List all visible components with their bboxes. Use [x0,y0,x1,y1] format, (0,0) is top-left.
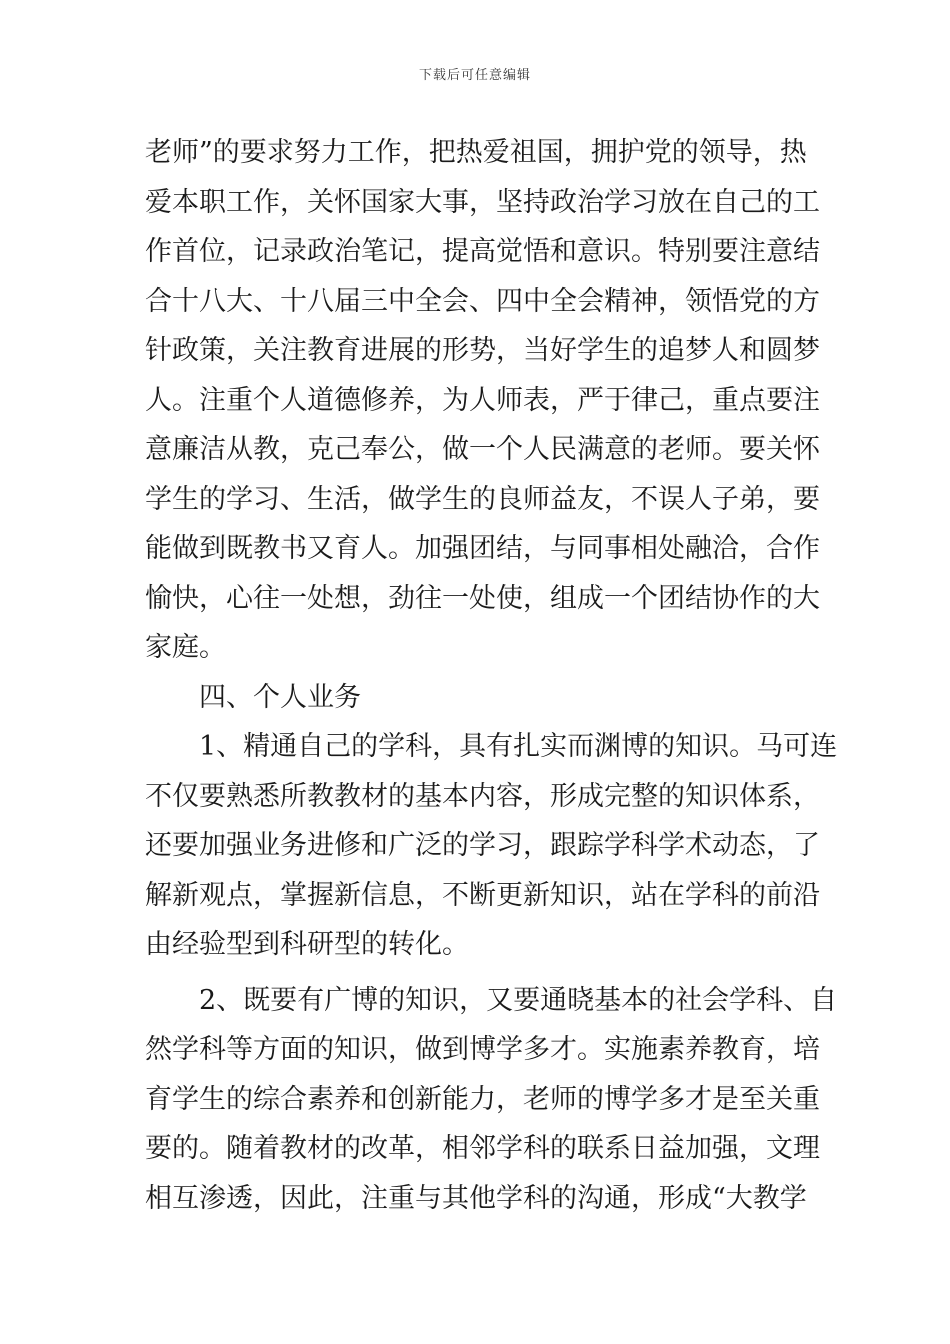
text-line: 作首位，记录政治笔记，提高觉悟和意识。特别要注意结 [145,236,820,267]
text-line: 学生的学习、生活，做学生的良师益友，不误人子弟，要 [145,483,820,515]
text-line: 老师”的要求努力工作，把热爱祖国，拥护党的领导，热 [145,137,807,168]
document-body [145,128,838,1223]
text-line: 解新观点，掌握新信息，不断更新知识，站在学科的前沿 [145,879,820,911]
text-line: 然学科等方面的知识，做到博学多才。实施素养教育，培 [145,1034,820,1065]
text-line: 合十八大、十八届三中全会、四中全会精神，领悟党的方 [145,285,820,317]
text-line: 1、精通自己的学科，具有扎实而渊博的知识。马可连 [199,731,838,762]
text-line: 相互渗透，因此，注重与其他学科的沟通，形成“大教学 [145,1182,807,1214]
text-line: 育学生的综合素养和创新能力，老师的博学多才是至关重 [145,1083,820,1115]
text-line: 针政策，关注教育进展的形势，当好学生的追梦人和圆梦 [145,335,820,366]
text-line: 还要加强业务进修和广泛的学习，跟踪学科学术动态，了 [145,830,820,861]
text-line: 爱本职工作，关怀国家大事，坚持政治学习放在自己的工 [145,186,820,218]
text-line: 家庭。 [145,632,226,663]
text-line: 不仅要熟悉所教教材的基本内容，形成完整的知识体系， [145,780,820,812]
text-line: 由经验型到科研型的转化。 [145,929,469,960]
paragraph [145,976,838,1224]
text-line: 愉快，心往一处想，劲往一处使，组成一个团结协作的大 [145,582,820,614]
text-line: 能做到既教书又育人。加强团结，与同事相处融洽，合作 [145,533,820,564]
section-heading-text: 四、个人业务 [199,681,361,713]
text-line: 人。注重个人道德修养，为人师表，严于律己，重点要注 [145,384,820,416]
paragraph [145,128,820,673]
section-heading [145,673,805,723]
text-line: 2、既要有广博的知识，又要通晓基本的社会学科、自 [199,984,838,1016]
text-line: 要的。随着教材的改革，相邻学科的联系日益加强，文理 [145,1133,820,1164]
paragraph [145,722,838,970]
text-line: 意廉洁从教，克己奉公，做一个人民满意的老师。要关怀 [145,434,820,465]
page-header-note: 下载后可任意编辑 [418,68,531,83]
